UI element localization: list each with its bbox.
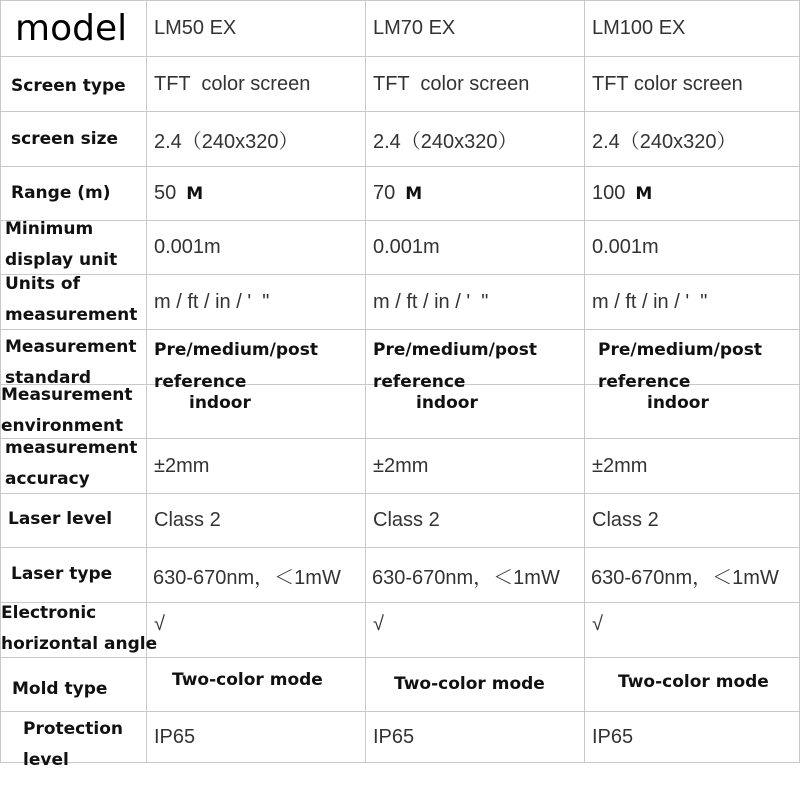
header-label: model <box>15 8 128 49</box>
value-cell <box>585 221 800 275</box>
value-text: TFT color screen <box>592 72 743 95</box>
row-label-cell <box>0 112 147 167</box>
value-text: Class 2 <box>373 509 440 531</box>
value-text: indoor <box>189 393 251 413</box>
row-label: Laser type <box>11 563 113 584</box>
value-cell <box>585 439 800 494</box>
value-cell <box>366 275 585 330</box>
value-text: Class 2 <box>154 509 221 531</box>
value-cell <box>147 275 366 330</box>
value-text: Class 2 <box>592 509 659 531</box>
value-text: Pre/medium/post reference <box>598 340 762 392</box>
row-label: Protection level <box>23 719 123 770</box>
value-text: 100 <box>592 182 626 204</box>
model-header-cell <box>147 0 366 57</box>
value-text: m / ft / in / ' " <box>373 290 489 313</box>
value-cell <box>585 712 800 763</box>
value-cell <box>585 603 800 658</box>
value-cell <box>366 112 585 167</box>
value-cell <box>147 112 366 167</box>
value-text: IP65 <box>154 726 196 748</box>
value-cell <box>366 167 585 221</box>
value-text: Two-color mode <box>394 674 545 694</box>
value-text: indoor <box>647 393 709 413</box>
model-name: LM70 EX <box>373 17 456 39</box>
row-label-cell <box>0 548 147 603</box>
row-label: Electronic horizontal angle <box>1 603 158 654</box>
value-text: 2.4（240x320） <box>373 130 518 153</box>
value-text: Pre/medium/post reference <box>154 340 318 392</box>
value-cell <box>585 658 800 712</box>
value-text: 0.001m <box>373 236 440 258</box>
value-text: 630-670nm，＜1mW <box>372 566 560 589</box>
row-label: measurement accuracy <box>5 438 138 489</box>
model-name: LM100 EX <box>592 17 686 39</box>
value-text: IP65 <box>373 726 415 748</box>
value-cell <box>366 330 585 392</box>
row-label-cell <box>0 712 147 770</box>
checkmark-icon: √ <box>154 613 165 635</box>
value-cell <box>366 548 585 603</box>
value-text: Two-color mode <box>618 672 769 692</box>
value-text: 2.4（240x320） <box>592 130 737 153</box>
row-label-cell <box>0 658 147 712</box>
checkmark-icon: √ <box>373 613 384 635</box>
row-label: Mold type <box>12 679 108 699</box>
value-text: TFT color screen <box>154 72 311 95</box>
checkmark-icon: √ <box>592 613 603 635</box>
value-cell <box>147 167 366 221</box>
value-cell <box>147 439 366 494</box>
value-text: 50 <box>154 182 177 204</box>
value-cell <box>147 712 366 763</box>
value-cell <box>147 330 366 392</box>
value-cell <box>147 548 366 603</box>
value-cell <box>366 494 585 548</box>
value-cell <box>585 548 800 603</box>
value-text: 2.4（240x320） <box>154 130 299 153</box>
row-label-cell <box>0 330 147 388</box>
value-cell <box>585 330 800 392</box>
value-text: 630-670nm，＜1mW <box>153 566 341 589</box>
value-cell <box>366 658 585 712</box>
model-header-cell <box>585 0 800 57</box>
value-cell <box>366 57 585 112</box>
row-label-cell <box>0 385 147 439</box>
value-cell <box>147 221 366 275</box>
value-cell <box>147 57 366 112</box>
row-label-cell <box>0 603 158 658</box>
row-label: Range (m) <box>11 183 111 203</box>
value-text: ±2mm <box>373 454 429 477</box>
value-cell <box>585 57 800 112</box>
value-cell <box>147 658 366 712</box>
value-text: ±2mm <box>154 454 210 477</box>
row-label: Measurement standard <box>5 337 137 388</box>
row-label: Screen type <box>11 75 126 96</box>
row-label: Units of measurement <box>5 274 138 325</box>
row-label-cell <box>0 218 147 275</box>
unit-label: M <box>186 183 204 204</box>
value-text: 630-670nm，＜1mW <box>591 566 779 589</box>
row-label-cell <box>0 494 147 548</box>
row-label: screen size <box>11 128 119 149</box>
value-text: IP65 <box>592 726 634 748</box>
value-cell <box>147 603 366 658</box>
value-cell <box>585 167 800 221</box>
value-cell <box>366 439 585 494</box>
row-label-cell <box>0 57 147 112</box>
value-text: 70 <box>373 182 396 204</box>
row-label-cell <box>0 439 147 494</box>
value-text: Two-color mode <box>172 670 323 690</box>
value-text: m / ft / in / ' " <box>592 290 708 313</box>
value-cell <box>147 494 366 548</box>
model-name: LM50 EX <box>154 17 237 39</box>
value-cell <box>585 385 800 439</box>
row-label: Laser level <box>8 509 113 529</box>
value-cell <box>366 385 585 439</box>
value-cell <box>147 385 366 439</box>
value-cell <box>585 112 800 167</box>
header-label-cell <box>0 0 147 57</box>
value-text: ±2mm <box>592 454 648 477</box>
value-cell <box>366 712 585 763</box>
value-cell <box>585 275 800 330</box>
row-label: Minimum display unit <box>5 218 118 270</box>
value-cell <box>585 494 800 548</box>
value-text: TFT color screen <box>373 72 530 95</box>
unit-label: M <box>635 183 653 204</box>
value-text: 0.001m <box>592 236 659 258</box>
model-header-cell <box>366 0 585 57</box>
value-text: Pre/medium/post reference <box>373 340 537 392</box>
value-cell <box>366 221 585 275</box>
row-label-cell <box>0 275 147 330</box>
value-text: 0.001m <box>154 236 221 258</box>
value-text: indoor <box>416 393 478 413</box>
unit-label: M <box>405 183 423 204</box>
value-cell <box>366 603 585 658</box>
row-label: Measurement environment <box>1 384 133 436</box>
value-text: m / ft / in / ' " <box>154 290 270 313</box>
